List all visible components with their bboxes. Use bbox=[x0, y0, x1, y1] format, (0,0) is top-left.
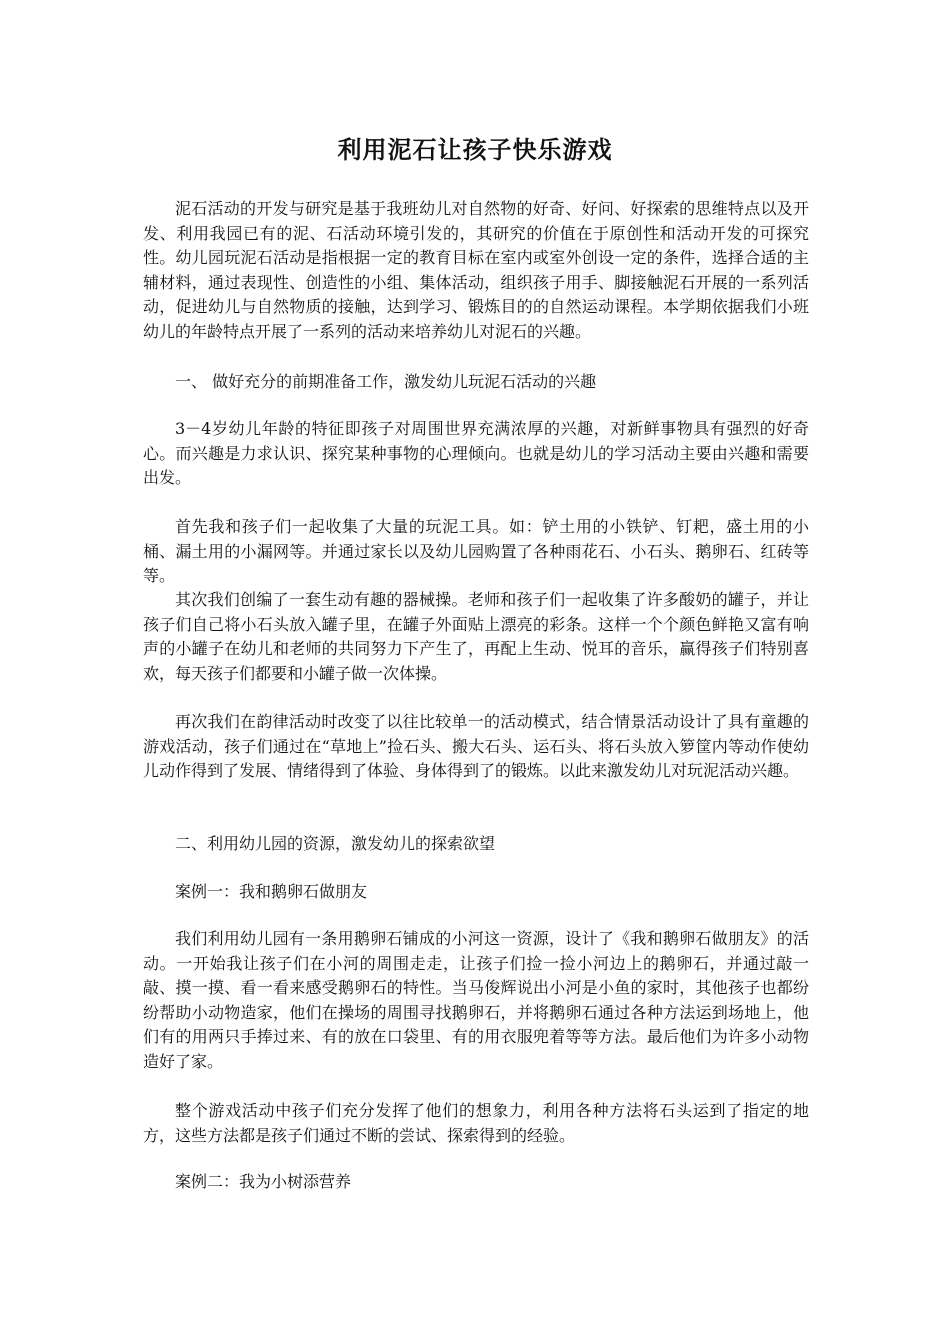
section-heading-2: 二、利用幼儿园的资源，激发幼儿的探索欲望 bbox=[175, 834, 496, 853]
document-title: 利用泥石让孩子快乐游戏 bbox=[337, 135, 613, 164]
paragraph-rhythm: 再次我们在韵律活动时改变了以往比较单一的活动模式，结合情景活动设计了具有童趣的游戏活动，孩子们通过在“草地上”捡石头、搬大石头、运石头、将石头放入箩筐内等动作使幼儿动作得到了发展、情绪得到了体验、身体得到了的锻炼。以此来激发幼儿对玩泥活动兴趣。 bbox=[143, 712, 809, 780]
paragraph-case-1: 我们利用幼儿园有一条用鹅卵石铺成的小河这一资源，设计了《我和鹅卵石做朋友》的活动。一开始我让孩子们在小河的周围走走，让孩子们捡一捡小河边上的鹅卵石，并通过敲一敲、摸一摸、看一看来感受鹅卵石的特性。当马俊辉说出小河是小鱼的家时，其他孩子也都纷纷帮助小动物造家，他们在操场的周围寻找鹅卵石，并将鹅卵石通过各种方法运到场地上，他们有的用两只手捧过来、有的放在口袋里、有的用衣服兜着等等方法。最后他们为许多小动物造好了家。 bbox=[143, 929, 809, 1071]
paragraph-tools: 首先我和孩子们一起收集了大量的玩泥工具。如：铲土用的小铁铲、钉耙，盛土用的小桶、漏土用的小漏网等。并通过家长以及幼儿园购置了各种雨花石、小石头、鹅卵石、红砖等等。 bbox=[143, 517, 809, 585]
paragraph-case-1-summary: 整个游戏活动中孩子们充分发挥了他们的想象力，利用各种方法将石头运到了指定的地方，这些方法都是孩子们通过不断的尝试、探索得到的经验。 bbox=[143, 1101, 809, 1145]
paragraph-age-interest: 3－4岁幼儿年龄的特征即孩子对周围世界充满浓厚的兴趣，对新鲜事物具有强烈的好奇心。而兴趣是力求认识、探究某种事物的心理倾向。也就是幼儿的学习活动主要由兴趣和需要出发。 bbox=[143, 419, 809, 487]
case-heading-1: 案例一：我和鹅卵石做朋友 bbox=[175, 882, 368, 901]
section-heading-1: 一、 做好充分的前期准备工作，激发幼儿玩泥石活动的兴趣 bbox=[175, 372, 597, 391]
paragraph-intro: 泥石活动的开发与研究是基于我班幼儿对自然物的好奇、好问、好探索的思维特点以及开发、利用我园已有的泥、石活动环境引发的，其研究的价值在于原创性和活动开发的可探究性。幼儿园玩泥石活动是指根据一定的教育目标在室内或室外创设一定的条件，选择合适的主辅材料，通过表现性、创造性的小组、集体活动，组织孩子用手、脚接触泥石开展的一系列活动，促进幼儿与自然物质的接触，达到学习、锻炼目的的自然运动课程。本学期依据我们小班幼儿的年龄特点开展了一系列的活动来培养幼儿对泥石的兴趣。 bbox=[143, 199, 809, 341]
case-heading-2: 案例二：我为小树添营养 bbox=[175, 1172, 352, 1191]
paragraph-exercise: 其次我们创编了一套生动有趣的器械操。老师和孩子们一起收集了许多酸奶的罐子，并让孩子们自己将小石头放入罐子里，在罐子外面贴上漂亮的彩条。这样一个个颜色鲜艳又富有响声的小罐子在幼儿和老师的共同努力下产生了，再配上生动、悦耳的音乐，赢得孩子们特别喜欢，每天孩子们都要和小罐子做一次体操。 bbox=[143, 590, 809, 683]
